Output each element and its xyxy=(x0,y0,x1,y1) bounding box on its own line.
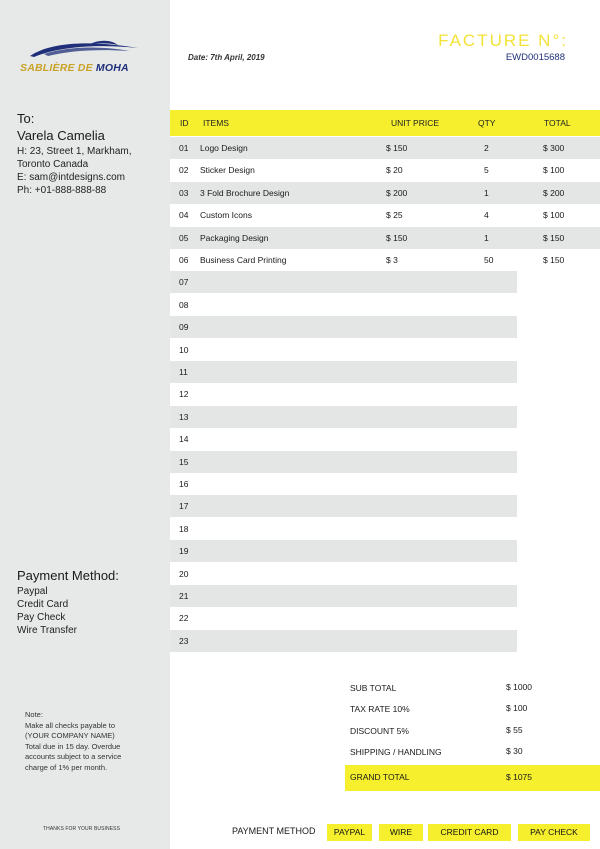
header-id: ID xyxy=(180,118,189,128)
table-row xyxy=(170,316,517,338)
pay-check-button[interactable]: PAY CHECK xyxy=(518,824,590,841)
recipient-address-line: H: 23, Street 1, Markham, xyxy=(17,146,132,157)
row-id: 05 xyxy=(179,232,189,243)
row-qty: 5 xyxy=(484,165,489,176)
row-unit-price: $ 25 xyxy=(386,210,403,221)
logo-text xyxy=(20,62,145,74)
row-id: 15 xyxy=(179,456,189,467)
table-row xyxy=(170,630,517,652)
payment-method-item: Credit Card xyxy=(17,599,69,610)
thanks-text: THANKS FOR YOUR BUSINESS xyxy=(43,826,121,832)
row-unit-price: $ 150 xyxy=(386,232,408,243)
table-row xyxy=(170,406,517,428)
credit-card-button[interactable]: CREDIT CARD xyxy=(428,824,511,841)
row-total: $ 150 xyxy=(543,232,565,243)
grand-total-value: $ 1075 xyxy=(506,772,532,782)
row-id: 18 xyxy=(179,523,189,534)
table-row xyxy=(170,271,517,293)
row-id: 12 xyxy=(179,389,189,400)
logo-text-part1: SABLIÈRE DE xyxy=(20,62,93,74)
row-id: 13 xyxy=(179,411,189,422)
payment-method-bar-label: PAYMENT METHOD xyxy=(232,826,316,836)
subtotal-label: SUB TOTAL xyxy=(350,683,397,693)
row-unit-price: $ 20 xyxy=(386,165,403,176)
note-line: charge of 1% per month. xyxy=(25,762,108,772)
row-total: $ 300 xyxy=(543,143,565,153)
row-item: 3 Fold Brochure Design xyxy=(200,187,290,198)
row-id: 10 xyxy=(179,344,189,355)
row-id: 09 xyxy=(179,322,189,333)
header-unit-price: UNIT PRICE xyxy=(391,118,440,128)
row-qty: 4 xyxy=(484,210,489,221)
subtotal-value: $ 1000 xyxy=(506,682,532,692)
row-unit-price: $ 150 xyxy=(386,143,408,153)
table-row xyxy=(170,563,517,585)
discount-value: $ 55 xyxy=(506,725,523,735)
discount-label: DISCOUNT 5% xyxy=(350,726,409,736)
row-id: 23 xyxy=(179,635,189,646)
payment-method-title: Payment Method: xyxy=(17,568,119,583)
invoice-title: FACTURE N°: xyxy=(438,31,568,50)
row-id: 02 xyxy=(179,165,189,176)
row-unit-price: $ 3 xyxy=(386,255,398,265)
note-line: Make all checks payable to xyxy=(25,720,116,730)
table-row xyxy=(170,585,517,607)
row-qty: 1 xyxy=(484,187,489,198)
recipient-phone: Ph: +01-888-888-88 xyxy=(17,185,107,196)
note-block xyxy=(25,710,165,773)
row-item: Sticker Design xyxy=(200,165,255,176)
table-row xyxy=(170,383,517,405)
row-qty: 50 xyxy=(484,255,494,265)
row-item: Business Card Printing xyxy=(200,255,287,265)
note-line: accounts subject to a service xyxy=(25,752,122,761)
recipient-city-line: Toronto Canada xyxy=(17,159,89,170)
row-total: $ 100 xyxy=(543,210,565,221)
table-row xyxy=(170,518,517,540)
table-row xyxy=(170,607,517,629)
row-item: Packaging Design xyxy=(200,232,269,243)
grand-total-label: GRAND TOTAL xyxy=(350,772,410,782)
tax-label: TAX RATE 10% xyxy=(350,704,410,714)
row-id: 19 xyxy=(179,546,189,557)
row-id: 11 xyxy=(179,367,188,377)
sidebar xyxy=(0,0,170,849)
row-item: Logo Design xyxy=(200,143,248,153)
row-qty: 2 xyxy=(484,143,489,153)
table-row xyxy=(170,339,517,361)
company-logo xyxy=(20,38,145,78)
paypal-button[interactable]: PAYPAL xyxy=(327,824,372,841)
row-id: 21 xyxy=(179,591,189,601)
recipient-email: E: sam@intdesigns.com xyxy=(17,172,125,183)
row-id: 06 xyxy=(179,255,189,265)
table-row xyxy=(170,428,517,450)
row-id: 04 xyxy=(179,210,189,221)
header-total: TOTAL xyxy=(544,118,571,128)
table-row xyxy=(170,495,517,517)
payment-method-item: Wire Transfer xyxy=(17,625,78,636)
note-line: Total due in 15 day. Overdue xyxy=(25,741,121,751)
row-qty: 1 xyxy=(484,232,489,243)
shipping-value: $ 30 xyxy=(506,746,523,756)
table-row xyxy=(170,361,517,383)
row-id: 07 xyxy=(179,277,189,288)
note-line: (YOUR COMPANY NAME) xyxy=(25,731,115,740)
row-id: 16 xyxy=(179,479,189,489)
row-id: 17 xyxy=(179,501,189,512)
payment-method-item: Pay Check xyxy=(17,612,66,623)
table-row xyxy=(170,451,517,473)
logo-text-part2: MOHA xyxy=(95,62,129,74)
row-id: 03 xyxy=(179,187,189,198)
header-qty: QTY xyxy=(478,118,496,128)
row-total: $ 200 xyxy=(543,187,565,198)
recipient-name: Varela Camelia xyxy=(17,128,105,143)
row-unit-price: $ 200 xyxy=(386,187,408,198)
row-total: $ 150 xyxy=(543,255,565,265)
row-id: 22 xyxy=(179,613,189,624)
recipient-label: To: xyxy=(17,111,35,126)
logo-swoosh-icon xyxy=(20,38,145,62)
table-row xyxy=(170,540,517,562)
payment-method-item: Paypal xyxy=(17,586,48,597)
row-total: $ 100 xyxy=(543,165,565,176)
note-line: Note: xyxy=(25,710,43,719)
table-row xyxy=(170,294,517,316)
row-id: 20 xyxy=(179,568,189,579)
row-item: Custom Icons xyxy=(200,210,252,221)
invoice-date: Date: 7th April, 2019 xyxy=(188,53,265,62)
row-id: 01 xyxy=(179,143,189,153)
wire-button[interactable]: WIRE xyxy=(379,824,423,841)
header-items: ITEMS xyxy=(203,118,229,128)
row-id: 14 xyxy=(179,434,189,445)
table-header xyxy=(170,110,600,136)
tax-value: $ 100 xyxy=(506,703,528,713)
shipping-label: SHIPPING / HANDLING xyxy=(350,747,442,757)
invoice-number: EWD0015688 xyxy=(505,52,565,63)
table-row xyxy=(170,473,517,495)
row-id: 08 xyxy=(179,299,189,310)
